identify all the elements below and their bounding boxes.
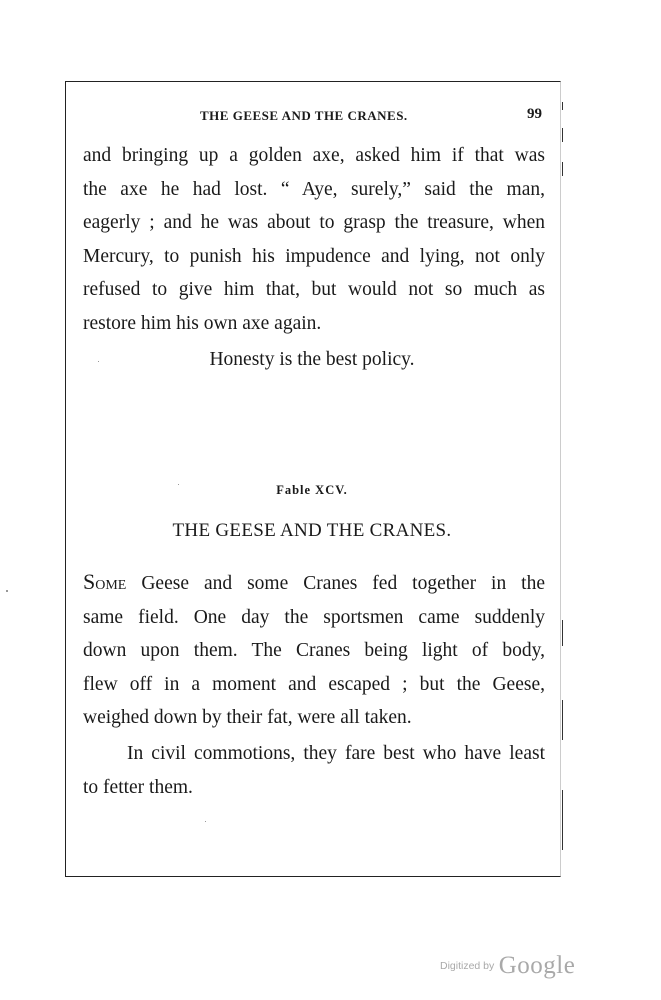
previous-fable-text	[83, 139, 545, 340]
fable-body	[83, 565, 545, 735]
right-margin-marks	[562, 100, 564, 860]
fable-title: THE GEESE AND THE CRANES.	[172, 520, 452, 541]
fable-moral	[83, 737, 545, 804]
text-line: In civil commotions, they fare best who have least	[127, 743, 545, 764]
paper-speck	[6, 590, 8, 592]
text-line: weighed down by their fat, were all taken.	[83, 707, 412, 728]
text-line	[83, 565, 545, 601]
text-line: refused to give him that, but would not so much as	[83, 279, 545, 300]
initial-letter: S	[83, 569, 96, 594]
text-line: eagerly ; and he was about to grasp the treasure, when	[83, 212, 545, 233]
running-head: THE GEESE AND THE CRANES.	[200, 108, 408, 123]
text-line: restore him his own axe again.	[83, 312, 322, 334]
text-line: to fetter them.	[83, 776, 193, 798]
paper-speck	[98, 361, 99, 362]
digitized-by-google-watermark	[440, 952, 575, 980]
google-logo: Google	[498, 952, 576, 979]
initial-word-rest: ome	[95, 573, 127, 594]
fable-number: Fable XCV.	[276, 483, 348, 497]
text-line: Mercury, to punish his impudence and lying, not only	[83, 245, 545, 267]
text-line: and bringing up a golden axe, asked him if that was	[83, 145, 545, 166]
paper-speck	[205, 821, 206, 822]
text-line: the axe he had lost. “ Aye, surely,” said the man,	[83, 178, 545, 200]
text-line: flew off in a moment and escaped ; but the Geese,	[83, 673, 545, 695]
previous-fable-moral: Honesty is the best policy.	[209, 349, 415, 370]
watermark-prefix: Digitized by	[440, 960, 495, 972]
page-number: 99	[527, 106, 542, 122]
text-line: same field. One day the sportsmen came suddenly	[83, 606, 545, 628]
text-line: down upon them. The Cranes being light of body,	[83, 640, 545, 661]
paper-speck	[178, 484, 179, 485]
first-line-text: Geese and some Cranes fed together in the	[126, 573, 545, 594]
